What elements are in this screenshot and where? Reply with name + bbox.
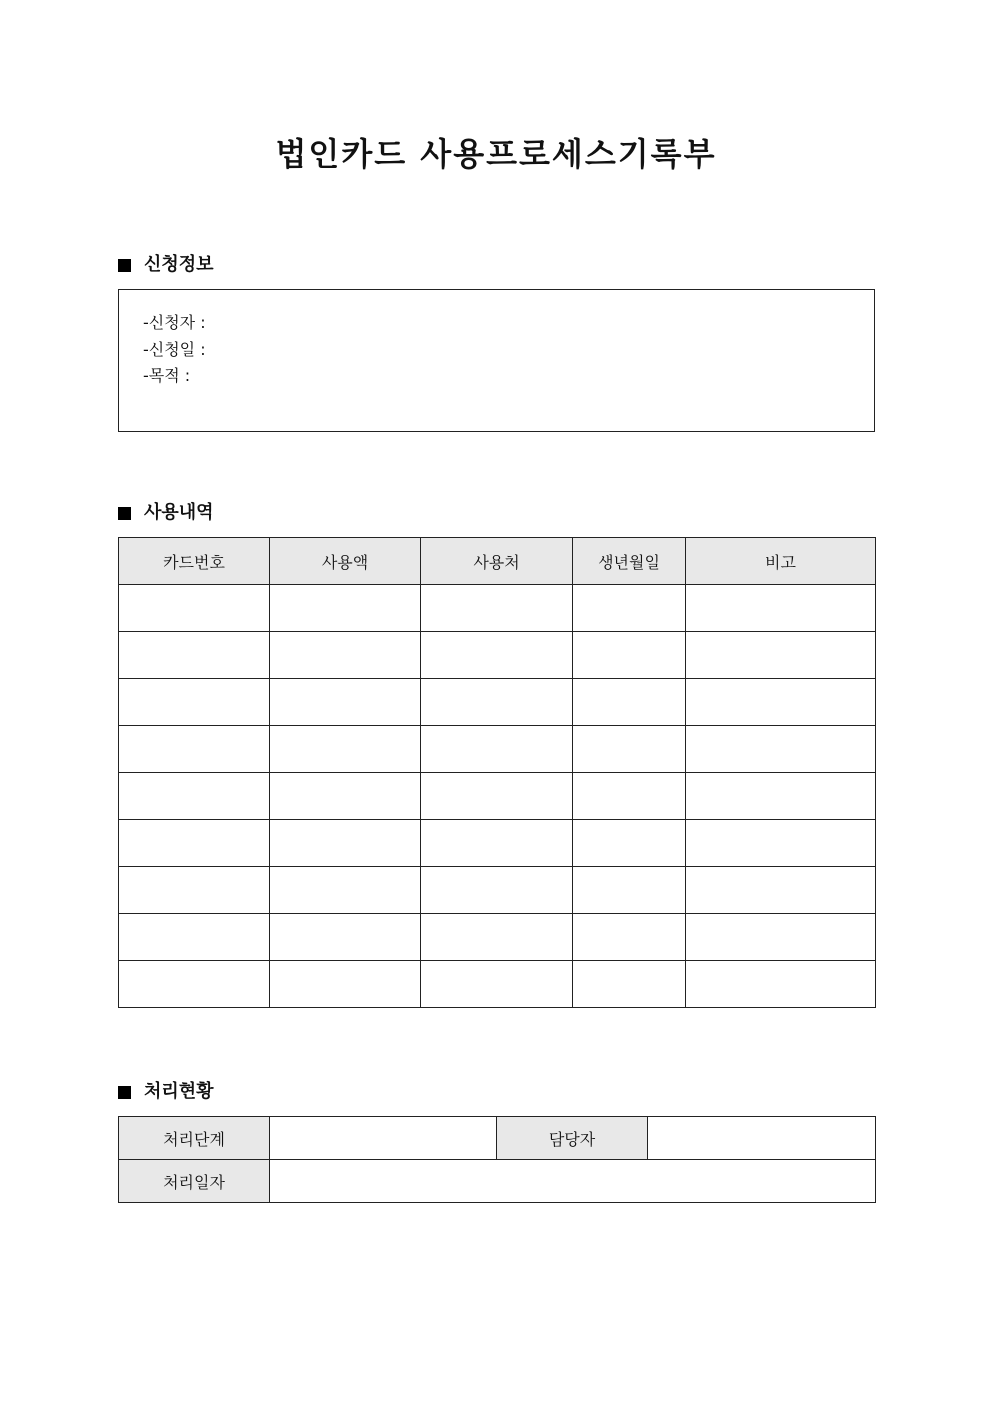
processing-date-label: 처리일자	[119, 1160, 270, 1203]
merchant-cell[interactable]	[421, 632, 573, 679]
usage-table-body	[119, 585, 876, 1008]
processing-heading-text: 처리현황	[144, 1081, 214, 1102]
application-info-lines	[143, 310, 206, 390]
processing-stage-cell[interactable]	[270, 1117, 497, 1160]
remarks-cell[interactable]	[686, 632, 876, 679]
square-bullet-icon	[118, 507, 131, 520]
remarks-cell[interactable]	[686, 820, 876, 867]
column-header-card-number: 카드번호	[119, 538, 270, 585]
usage-section-heading	[118, 501, 214, 525]
birthdate-cell[interactable]	[573, 632, 686, 679]
amount-cell[interactable]	[270, 914, 421, 961]
usage-table-header-row	[119, 538, 876, 585]
card-number-cell[interactable]	[119, 773, 270, 820]
card-number-cell[interactable]	[119, 632, 270, 679]
application-info-box	[118, 289, 875, 432]
processing-date-row	[119, 1160, 876, 1203]
merchant-cell[interactable]	[421, 867, 573, 914]
remarks-cell[interactable]	[686, 914, 876, 961]
card-number-cell[interactable]	[119, 679, 270, 726]
application-heading-text: 신청정보	[144, 254, 214, 275]
merchant-cell[interactable]	[421, 820, 573, 867]
manager-label: 담당자	[497, 1117, 648, 1160]
amount-cell[interactable]	[270, 773, 421, 820]
application-section-heading	[118, 253, 214, 277]
merchant-cell[interactable]	[421, 679, 573, 726]
column-header-merchant: 사용처	[421, 538, 573, 585]
processing-stage-label: 처리단계	[119, 1117, 270, 1160]
table-row	[119, 773, 876, 820]
column-header-remarks: 비고	[686, 538, 876, 585]
birthdate-cell[interactable]	[573, 585, 686, 632]
document-title: 법인카드 사용프로세스기록부	[275, 135, 717, 173]
card-number-cell[interactable]	[119, 820, 270, 867]
card-number-cell[interactable]	[119, 867, 270, 914]
card-number-cell[interactable]	[119, 961, 270, 1008]
table-row	[119, 585, 876, 632]
merchant-cell[interactable]	[421, 914, 573, 961]
table-row	[119, 679, 876, 726]
card-number-cell[interactable]	[119, 585, 270, 632]
remarks-cell[interactable]	[686, 867, 876, 914]
amount-cell[interactable]	[270, 961, 421, 1008]
table-row	[119, 914, 876, 961]
usage-table	[118, 537, 876, 1008]
square-bullet-icon	[118, 259, 131, 272]
merchant-cell[interactable]	[421, 585, 573, 632]
table-row	[119, 632, 876, 679]
application-date-line: -신청일 :	[143, 339, 206, 359]
amount-cell[interactable]	[270, 679, 421, 726]
table-row	[119, 867, 876, 914]
card-number-cell[interactable]	[119, 726, 270, 773]
merchant-cell[interactable]	[421, 961, 573, 1008]
remarks-cell[interactable]	[686, 773, 876, 820]
table-row	[119, 820, 876, 867]
birthdate-cell[interactable]	[573, 961, 686, 1008]
processing-date-cell[interactable]	[270, 1160, 876, 1203]
manager-cell[interactable]	[648, 1117, 876, 1160]
amount-cell[interactable]	[270, 820, 421, 867]
birthdate-cell[interactable]	[573, 726, 686, 773]
amount-cell[interactable]	[270, 585, 421, 632]
merchant-cell[interactable]	[421, 726, 573, 773]
square-bullet-icon	[118, 1086, 131, 1099]
amount-cell[interactable]	[270, 726, 421, 773]
remarks-cell[interactable]	[686, 585, 876, 632]
processing-stage-row	[119, 1117, 876, 1160]
card-number-cell[interactable]	[119, 914, 270, 961]
table-row	[119, 726, 876, 773]
usage-heading-text: 사용내역	[144, 502, 214, 523]
birthdate-cell[interactable]	[573, 820, 686, 867]
birthdate-cell[interactable]	[573, 679, 686, 726]
processing-section-heading	[118, 1080, 214, 1104]
remarks-cell[interactable]	[686, 679, 876, 726]
table-row	[119, 961, 876, 1008]
amount-cell[interactable]	[270, 867, 421, 914]
column-header-birthdate: 생년월일	[573, 538, 686, 585]
column-header-amount: 사용액	[270, 538, 421, 585]
merchant-cell[interactable]	[421, 773, 573, 820]
remarks-cell[interactable]	[686, 961, 876, 1008]
remarks-cell[interactable]	[686, 726, 876, 773]
applicant-line: -신청자 :	[143, 313, 206, 332]
birthdate-cell[interactable]	[573, 773, 686, 820]
amount-cell[interactable]	[270, 632, 421, 679]
purpose-line: -목적 :	[143, 366, 191, 385]
birthdate-cell[interactable]	[573, 914, 686, 961]
birthdate-cell[interactable]	[573, 867, 686, 914]
processing-table	[118, 1116, 876, 1203]
